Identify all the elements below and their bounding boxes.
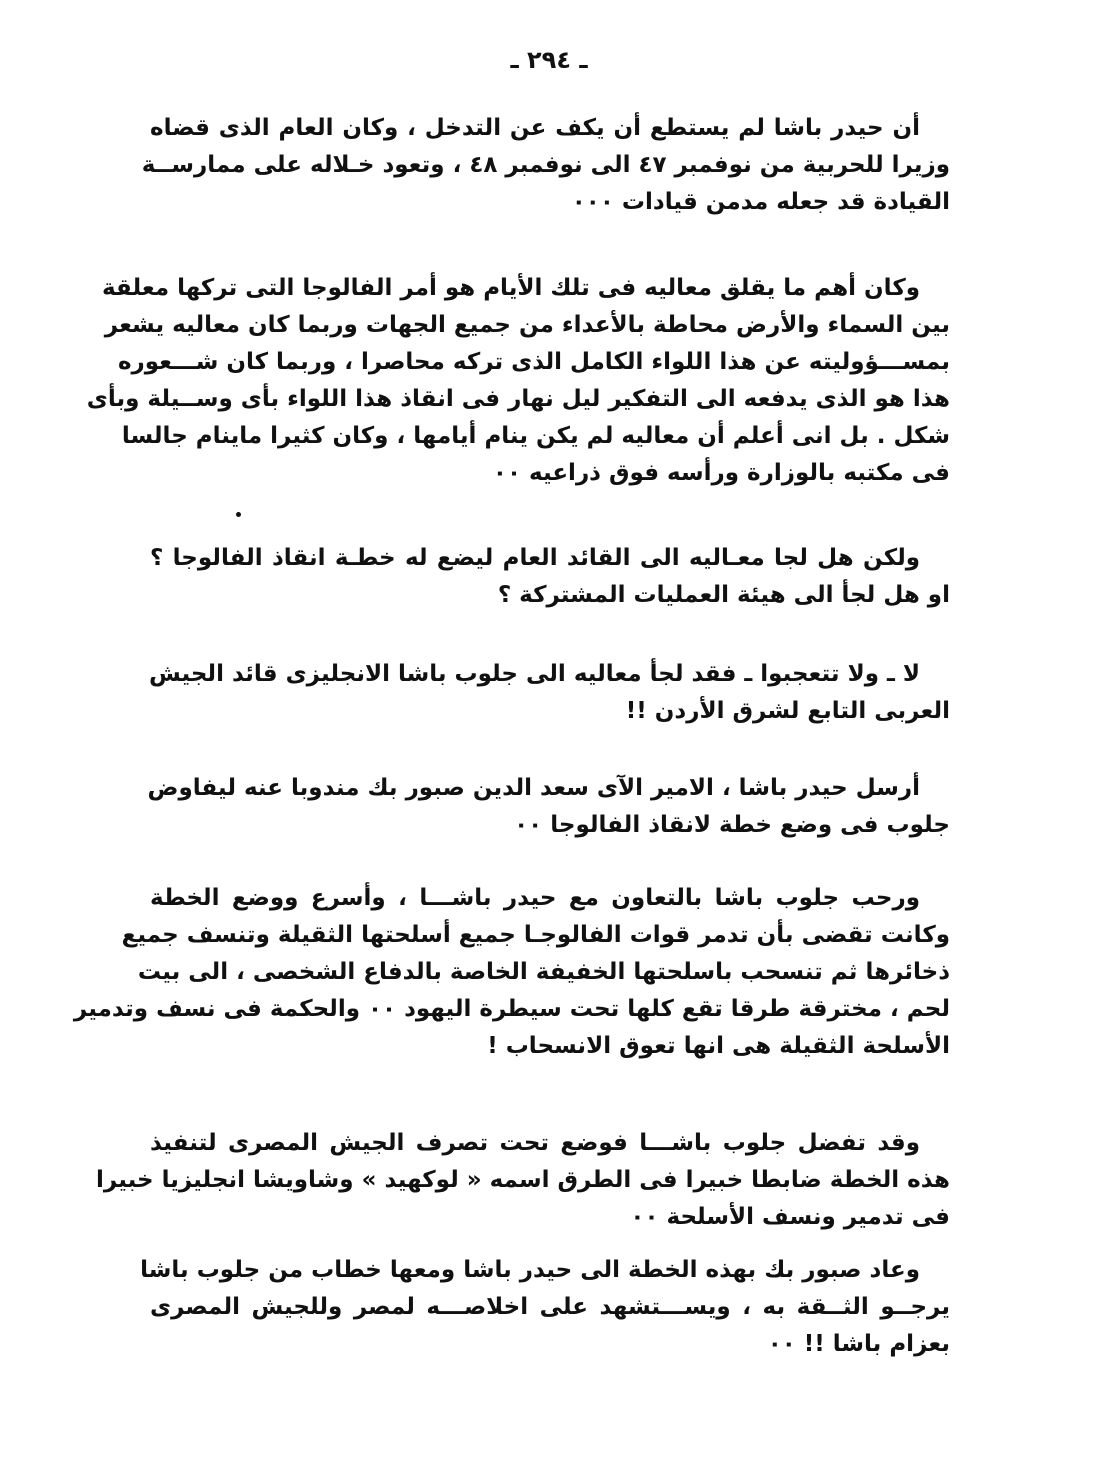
text-line: وكان أهم ما يقلق معاليه فى تلك الأيام هو أمر الفالوجا التى تركها معلقة [101,275,920,301]
text-line: الأسلحة الثقيلة هى انها تعوق الانسحاب ! [487,1033,950,1059]
text-line: ورحب جلوب باشا بالتعاون مع حيدر باشـــا ، وأسرع ووضع الخطة [150,885,920,911]
text-line: شكل . بل انى أعلم أن معاليه لم يكن ينام أيامها ، وكان كثيرا ماينام جالسا [121,423,950,449]
text-line: أن حيدر باشا لم يستطع أن يكف عن التدخل ، وكان العام الذى قضاه [150,115,920,141]
paragraph [86,270,950,492]
text-line: وكانت تقضى بأن تدمر قوات الفالوجـا جميع أسلحتها الثقيلة وتنسف جميع [121,922,950,948]
text-line: أرسل حيدر باشا ، الامير الآى سعد الدين صبور بك مندوبا عنه ليفاوض [147,775,920,801]
text-line: جلوب فى وضع خطة لانقاذ الفالوجا ٠٠ [514,812,950,838]
text-line: هذا هو الذى يدفعه الى التفكير ليل نهار فى انقاذ هذا اللواء بأى وســيلة وبأى [86,386,950,412]
page-number: ـ ٢٩٤ ـ [510,46,588,74]
paragraph [150,656,950,730]
text-line: القيادة قد جعله مدمن قيادات ٠٠٠ [571,189,950,215]
text-line: العربى التابع لشرق الأردن !! [625,698,950,724]
text-line: لحم ، مخترقة طرقا تقع كلها تحت سيطرة اليهود ٠٠ والحكمة فى نسف وتدمير [73,996,950,1022]
paragraph [96,1125,950,1236]
text-line: فى تدمير ونسف الأسلحة ٠٠ [630,1204,950,1230]
paragraph [140,1252,950,1363]
text-line: لا ـ ولا تتعجبوا ـ فقد لجأ معاليه الى جلوب باشا الانجليزى قائد الجيش [148,661,920,687]
ink-speck [236,512,241,517]
paragraph [73,880,950,1065]
text-line: ذخائرها ثم تنسحب باسلحتها الخفيفة الخاصة بالدفاع الشخصى ، الى بيت [137,959,950,985]
paragraph [150,540,950,614]
text-line: بعزام باشا !! ٠٠ [767,1331,950,1357]
text-line: بمســـؤوليته عن هذا اللواء الكامل الذى تركه محاصرا ، وربما كان شـــعوره [117,349,950,375]
text-line: وزيرا للحربية من نوفمبر ٤٧ الى نوفمبر ٤٨ ، وتعود خـلاله على ممارســة [141,152,950,178]
text-line: ولكن هل لجا معـاليه الى القائد العام ليضع له خطـة انقاذ الفالوجا ؟ [150,545,920,571]
paragraph [147,770,950,844]
paragraph [141,110,950,221]
text-line: وقد تفضل جلوب باشـــا فوضع تحت تصرف الجيش المصرى لتنفيذ [150,1130,920,1156]
text-line: يرجــو الثــقة به ، ويســـتشهد على اخلاصـــه لمصر وللجيش المصرى [150,1294,950,1320]
text-line: فى مكتبه بالوزارة ورأسه فوق ذراعيه ٠٠ [492,460,950,486]
text-line: وعاد صبور بك بهذه الخطة الى حيدر باشا ومعها خطاب من جلوب باشا [140,1257,920,1283]
text-line: او هل لجأ الى هيئة العمليات المشتركة ؟ [497,582,950,608]
text-line: بين السماء والأرض محاطة بالأعداء من جميع الجهات وربما كان معاليه يشعر [104,312,950,338]
text-line: هذه الخطة ضابطا خبيرا فى الطرق اسمه « لوكهيد » وشاويشا انجليزيا خبيرا [96,1167,950,1193]
